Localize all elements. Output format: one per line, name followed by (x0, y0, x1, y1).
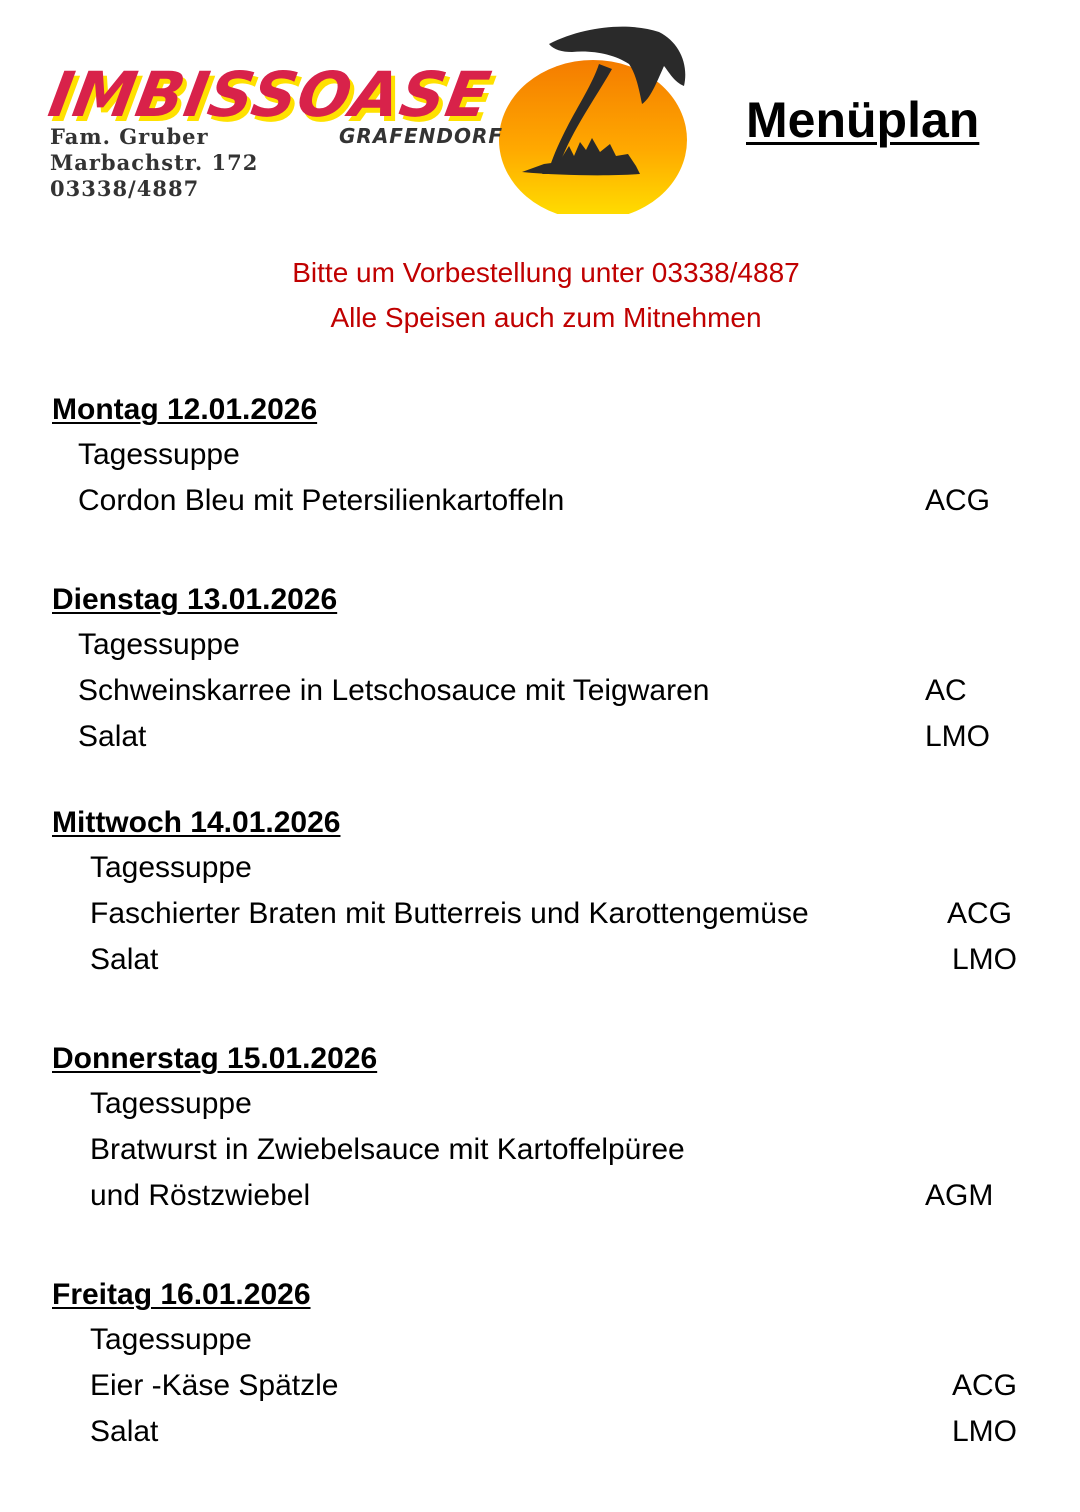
dish-name: Eier -Käse Spätzle (90, 1369, 339, 1402)
dish-name: Faschierter Braten mit Butterreis und Karottengemüse (90, 897, 809, 930)
day-thursday (52, 1039, 1032, 1219)
allergen-codes: AC (925, 674, 967, 707)
allergen-codes: LMO (925, 720, 991, 753)
dish-row (52, 937, 1032, 983)
allergen-codes: LMO (952, 1415, 1018, 1448)
day-heading: Freitag 16.01.2026 (52, 1278, 311, 1311)
dish-row (52, 432, 1032, 478)
dish-row (52, 891, 1032, 937)
day-heading: Dienstag 13.01.2026 (52, 583, 338, 616)
owner-name: Fam. Gruber (50, 124, 209, 149)
takeaway-note: Alle Speisen auch zum Mitnehmen (330, 302, 762, 333)
dish-name: und Röstzwiebel (90, 1179, 311, 1212)
dish-name: Tagessuppe (78, 628, 240, 661)
dish-name: Cordon Bleu mit Petersilienkartoffeln (78, 484, 565, 517)
day-wednesday (52, 803, 1032, 983)
order-notice (0, 250, 1080, 340)
allergen-codes: ACG (952, 1369, 1018, 1402)
dish-name: Salat (90, 1415, 159, 1448)
dish-name: Bratwurst in Zwiebelsauce mit Kartoffelpüree (90, 1133, 685, 1166)
day-friday (52, 1275, 1032, 1455)
dish-row (52, 478, 1032, 524)
dish-row (52, 622, 1032, 668)
dish-name: Tagessuppe (78, 438, 240, 471)
brand-name: IMBISSOASE (43, 58, 497, 131)
dish-row (52, 1409, 1032, 1455)
allergen-codes: AGM (925, 1179, 994, 1212)
dish-row (52, 1127, 1032, 1173)
brand-town: GRAFENDORF (339, 124, 504, 148)
restaurant-logo (44, 24, 694, 214)
allergen-codes: LMO (952, 943, 1018, 976)
dish-row (52, 668, 1032, 714)
dish-row (52, 1317, 1032, 1363)
day-heading: Montag 12.01.2026 (52, 393, 318, 426)
day-heading: Mittwoch 14.01.2026 (52, 806, 341, 839)
dish-name: Tagessuppe (90, 1323, 252, 1356)
preorder-note: Bitte um Vorbestellung unter 03338/4887 (292, 257, 800, 288)
street-address: Marbachstr. 172 (50, 150, 259, 175)
page-title: Menüplan (746, 92, 980, 148)
day-tuesday (52, 580, 1032, 760)
dish-name: Tagessuppe (90, 1087, 252, 1120)
dish-row (52, 1173, 1032, 1219)
day-monday (52, 390, 1032, 524)
dish-name: Salat (90, 943, 159, 976)
dish-name: Salat (78, 720, 147, 753)
dish-row (52, 1363, 1032, 1409)
phone-number: 03338/4887 (50, 176, 200, 201)
dish-name: Tagessuppe (90, 851, 252, 884)
dish-name: Schweinskarree in Letschosauce mit Teigwaren (78, 674, 710, 707)
dish-row (52, 1081, 1032, 1127)
dish-row (52, 714, 1032, 760)
day-heading: Donnerstag 15.01.2026 (52, 1042, 378, 1075)
address-block (50, 124, 258, 202)
dish-row (52, 845, 1032, 891)
allergen-codes: ACG (947, 897, 1013, 930)
allergen-codes: ACG (925, 484, 991, 517)
